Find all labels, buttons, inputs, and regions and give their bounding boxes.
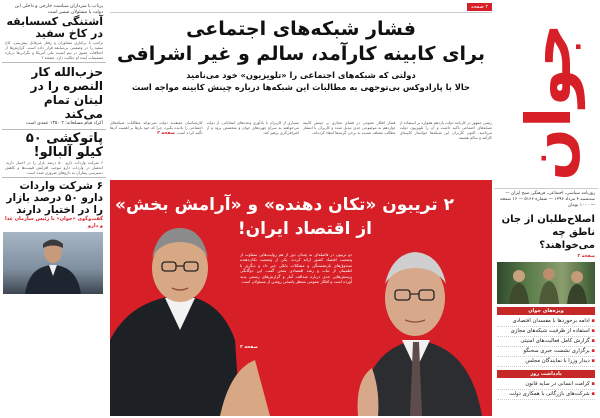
right-section-bar: ویژه‌های جوان xyxy=(497,307,595,315)
article-col-3: بسیاری از کاربران با یادآوری وعده‌های انتخاباتی، از دولت می‌خواهند به سراغ چهره‌های جوان و متخصص برود و از اشرافی‌گری پرهیز کند. xyxy=(206,120,299,135)
right-list-item[interactable]: ▪ شرکت‌های بازرگانی با همکاری دولت xyxy=(497,390,595,400)
left-body-1: ترامپ با برکناری مشاوران و رفتار غیرقابل پیش‌بینی، کاخ سفید را در وضعیتی بی‌سابقه قرار داده است. گزارش‌ها از اختلافات عمیق در تیم امنیت ملی آمریکا و نگرانی‌ها درباره تصمیمات آینده او حکایت دارد. صفحه ۲ xyxy=(5,40,103,60)
left-block-1 xyxy=(2,2,106,63)
left-body-3: ۶ شرکت واردات دارو، ۵۰ درصد بازار را در اختیار دارند. انحصار در واردات دارو موجب افزایش قیمت‌ها و کاهش دسترسی بیماران به داروهای ضروری شده است. xyxy=(5,160,103,175)
right-list-item[interactable]: ▪ استفاده از ظرفیت شبکه‌های مجازی xyxy=(497,327,595,337)
article-ref: صفحه ۲ xyxy=(157,131,175,136)
right-list-item[interactable]: ▪ گزارش کامل فعالیت‌های امنیتی xyxy=(497,337,595,347)
left-portrait-photo xyxy=(3,232,103,294)
left-block-2 xyxy=(2,63,106,130)
right-list-item[interactable]: ▪ دیدار وزرا با نمایندگان مجلس xyxy=(497,357,595,367)
left-headline-2[interactable]: حزب‌الله کار النصره را در لبنان تمام می‌کند xyxy=(30,65,103,121)
right-photo xyxy=(497,262,595,304)
left-column xyxy=(2,2,106,416)
logo-text: جوان xyxy=(512,23,585,181)
person-silhouette-icon xyxy=(3,232,103,294)
article-columns xyxy=(110,120,492,178)
article-col-1: رئیس جمهور در کارنامه دولت یازدهم همواره بر استفاده از شبکه‌های اجتماعی تأکید داشت و آن را تلویزیون دولت می‌نامید. اکنون کاربران این شبکه‌ها خواستار کابینه‌ای کارآمد و سالم هستند. xyxy=(399,120,492,140)
center-area xyxy=(110,2,492,416)
javan-logo-icon xyxy=(494,6,598,188)
left-block-4 xyxy=(2,178,106,296)
right-headline[interactable]: اصلاح‌طلبان از جان ناطق چه می‌خواهند؟ xyxy=(501,214,595,251)
left-headline-3[interactable]: پاتوکشی ۵۰ کیلو آلبالو! xyxy=(25,131,103,160)
feature-ref: صفحه ۲ xyxy=(240,345,258,350)
feature-title-line-1[interactable]: ۲ تریبون «تکان دهنده» و «آرامش بخش» xyxy=(115,195,454,215)
right-section-bar-2: یادداشت روز xyxy=(497,370,595,378)
left-headline-1[interactable]: آشتنگی کسسابقه در کاخ سفید xyxy=(6,15,103,40)
left-body-2: اکراد قیام مسلحانه؛ ۲ ۱۳۵۰ عمدی است xyxy=(26,121,103,126)
article-col-2: فشار افکار عمومی در فضای مجازی بر چینش کابینه دوازدهم به موضوعی جدی تبدیل شده و کاربران با انتشار مطالب مختلف نسبت به برخی گزینه‌ها انتقاد کرده‌اند. xyxy=(303,120,396,135)
right-items-list-2 xyxy=(494,380,598,400)
main-headline-line-1[interactable]: فشار شبکه‌های اجتماعی xyxy=(186,18,416,40)
right-list-item[interactable]: ▪ ادامه برخوردها با مفسدان اقتصادی xyxy=(497,317,595,327)
feature-title-line-2[interactable]: از اقتصاد ایران! xyxy=(237,219,372,239)
article-col-4 xyxy=(110,120,203,178)
masthead-info: روزنامه سیاسی، اجتماعی، فرهنگی صبح ایران — سه‌شنبه ۳ مرداد ۱۳۹۶ — شماره ۵۱۶۶ — ۱۶ صفحه — ۱۰۰۰ تومان xyxy=(494,188,598,211)
left-block-3 xyxy=(2,130,106,178)
right-list-item[interactable]: ▪ کرامت انسانی در سایه قانون xyxy=(497,380,595,390)
left-note-top: پرتاب با سرداران سیاست خارجی و داخلی این دولت با مسئولان شمیر است xyxy=(14,4,103,15)
right-column xyxy=(494,2,598,416)
main-headline-line-2[interactable]: برای کابینه کارآمد، سالم و غیر اشرافی xyxy=(117,43,485,65)
feature-red-panel xyxy=(110,180,492,416)
left-caption-4: گفت‌وگوی «جوان» با رئیس سازمان غذا و دارو xyxy=(5,216,103,229)
right-list-item[interactable]: ▪ برگزاری نشست خبری سخنگو xyxy=(497,347,595,357)
subhead-1: دولتی که شبکه‌های اجتماعی را «تلویزیون» خود می‌نامید xyxy=(186,70,416,80)
right-headline-ref: صفحه ۳ xyxy=(577,254,595,259)
left-headline-4[interactable]: ۶ شرکت واردات دارو ۵۰ درصد بازار را در اختیار دارند xyxy=(6,180,103,216)
masthead xyxy=(494,2,598,188)
soldiers-photo-icon xyxy=(497,262,595,304)
right-items-list xyxy=(494,317,598,367)
article-col-4-text: کارشناسان معتقدند دولت نمی‌تواند مطالبات شبکه‌های اجتماعی را نادیده بگیرد، چرا که خود بارها بر اهمیت آن‌ها تأکید کرده است. xyxy=(110,120,203,135)
feature-body: دو تریبون در فاصله‌ای نه چندان دور از هم روایت‌هایی متفاوت از وضعیت اقتصاد کشور ارائه کردند. یکی از وضعیت تکان‌دهنده صندوق‌های بازنشستگی و مشکلات بانکی خبر داد و دیگری با اطمینان از ثبات و رشد اقتصادی سخن گفت. این دوگانگی پرسش‌هایی جدی درباره صداقت آمار و گزارش‌های رسمی پدید آورده است و افکار عمومی منتظر پاسخی روشن از مسئولان است. xyxy=(240,252,352,285)
top-line xyxy=(110,2,492,13)
subhead-2: حالا با پارادوکس بی‌توجهی به مطالبات این شبکه‌ها درباره چینش کابینه مواجه است xyxy=(131,82,471,92)
right-portrait-icon xyxy=(358,252,482,416)
page-badge: ۲ صفحه xyxy=(467,3,492,11)
